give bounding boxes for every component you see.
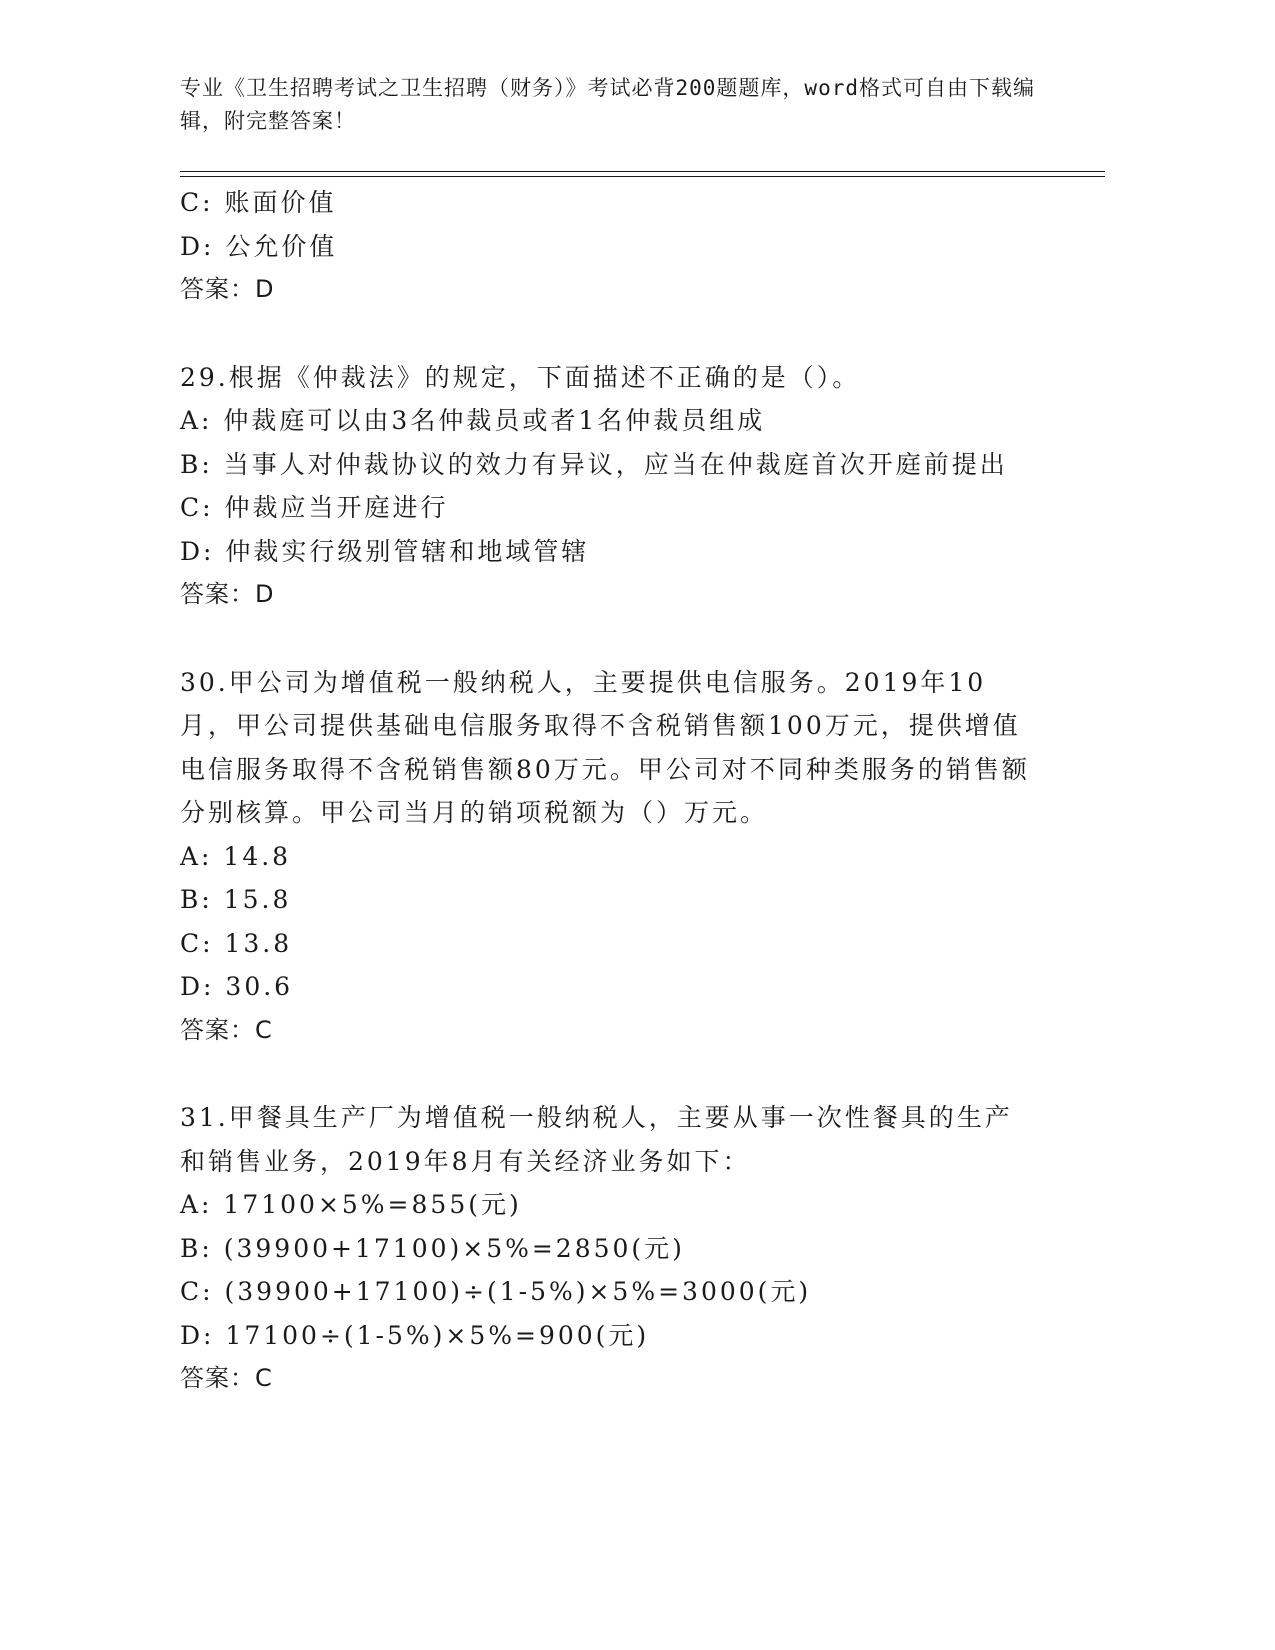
header-divider-bottom [180, 176, 1105, 177]
option-d: D: 17100÷(1-5%)×5%=900(元) [180, 1320, 650, 1350]
header-title: 专业《卫生招聘考试之卫生招聘（财务）》考试必背200题题库，word格式可自由下载编辑，附完整答案！ [180, 76, 1035, 133]
option-d: D: 仲裁实行级别管辖和地域管辖 [180, 536, 590, 566]
question-31 [180, 1096, 1080, 1401]
answer: 答案：D [180, 580, 275, 608]
option-c: C: 13.8 [180, 928, 293, 958]
option-c: C: (39900+17100)÷(1-5%)×5%=3000(元) [180, 1277, 812, 1306]
option-a: A: 仲裁庭可以由3名仲裁员或者1名仲裁员组成 [180, 406, 766, 435]
answer: 答案：C [180, 1015, 273, 1044]
option-a: A: 17100×5%=855(元) [180, 1190, 522, 1219]
document-header [180, 72, 1040, 138]
question-30 [180, 661, 1080, 1053]
option-d: D: 公允价值 [180, 231, 338, 261]
question-29 [180, 356, 1080, 617]
question-stem: 30.甲公司为增值税一般纳税人，主要提供电信服务。2019年10月，甲公司提供基础电信服务取得不含税销售额100万元，提供增值电信服务取得不含税销售额80万元。甲公司对不同种类服务的销售额分别核算。甲公司当月的销项税额为（）万元。 [180, 667, 1030, 827]
answer: 答案：C [180, 1364, 273, 1392]
question-stem: 31.甲餐具生产厂为增值税一般纳税人，主要从事一次性餐具的生产和销售业务，2019年8月有关经济业务如下： [180, 1103, 1013, 1176]
question-stem: 29.根据《仲裁法》的规定，下面描述不正确的是（）。 [180, 362, 861, 392]
question-list [180, 181, 1080, 1401]
option-d: D: 30.6 [180, 972, 294, 1001]
answer: 答案：D [180, 275, 275, 303]
option-a: A: 14.8 [180, 841, 292, 871]
question-28-tail [180, 181, 1080, 312]
option-b: B: 15.8 [180, 885, 292, 914]
option-b: B: 当事人对仲裁协议的效力有异议，应当在仲裁庭首次开庭前提出 [180, 449, 1008, 479]
option-c: C: 仲裁应当开庭进行 [180, 493, 449, 522]
option-c: C: 账面价值 [180, 188, 337, 217]
header-divider-top [180, 171, 1105, 172]
option-b: B: (39900+17100)×5%=2850(元) [180, 1233, 685, 1263]
